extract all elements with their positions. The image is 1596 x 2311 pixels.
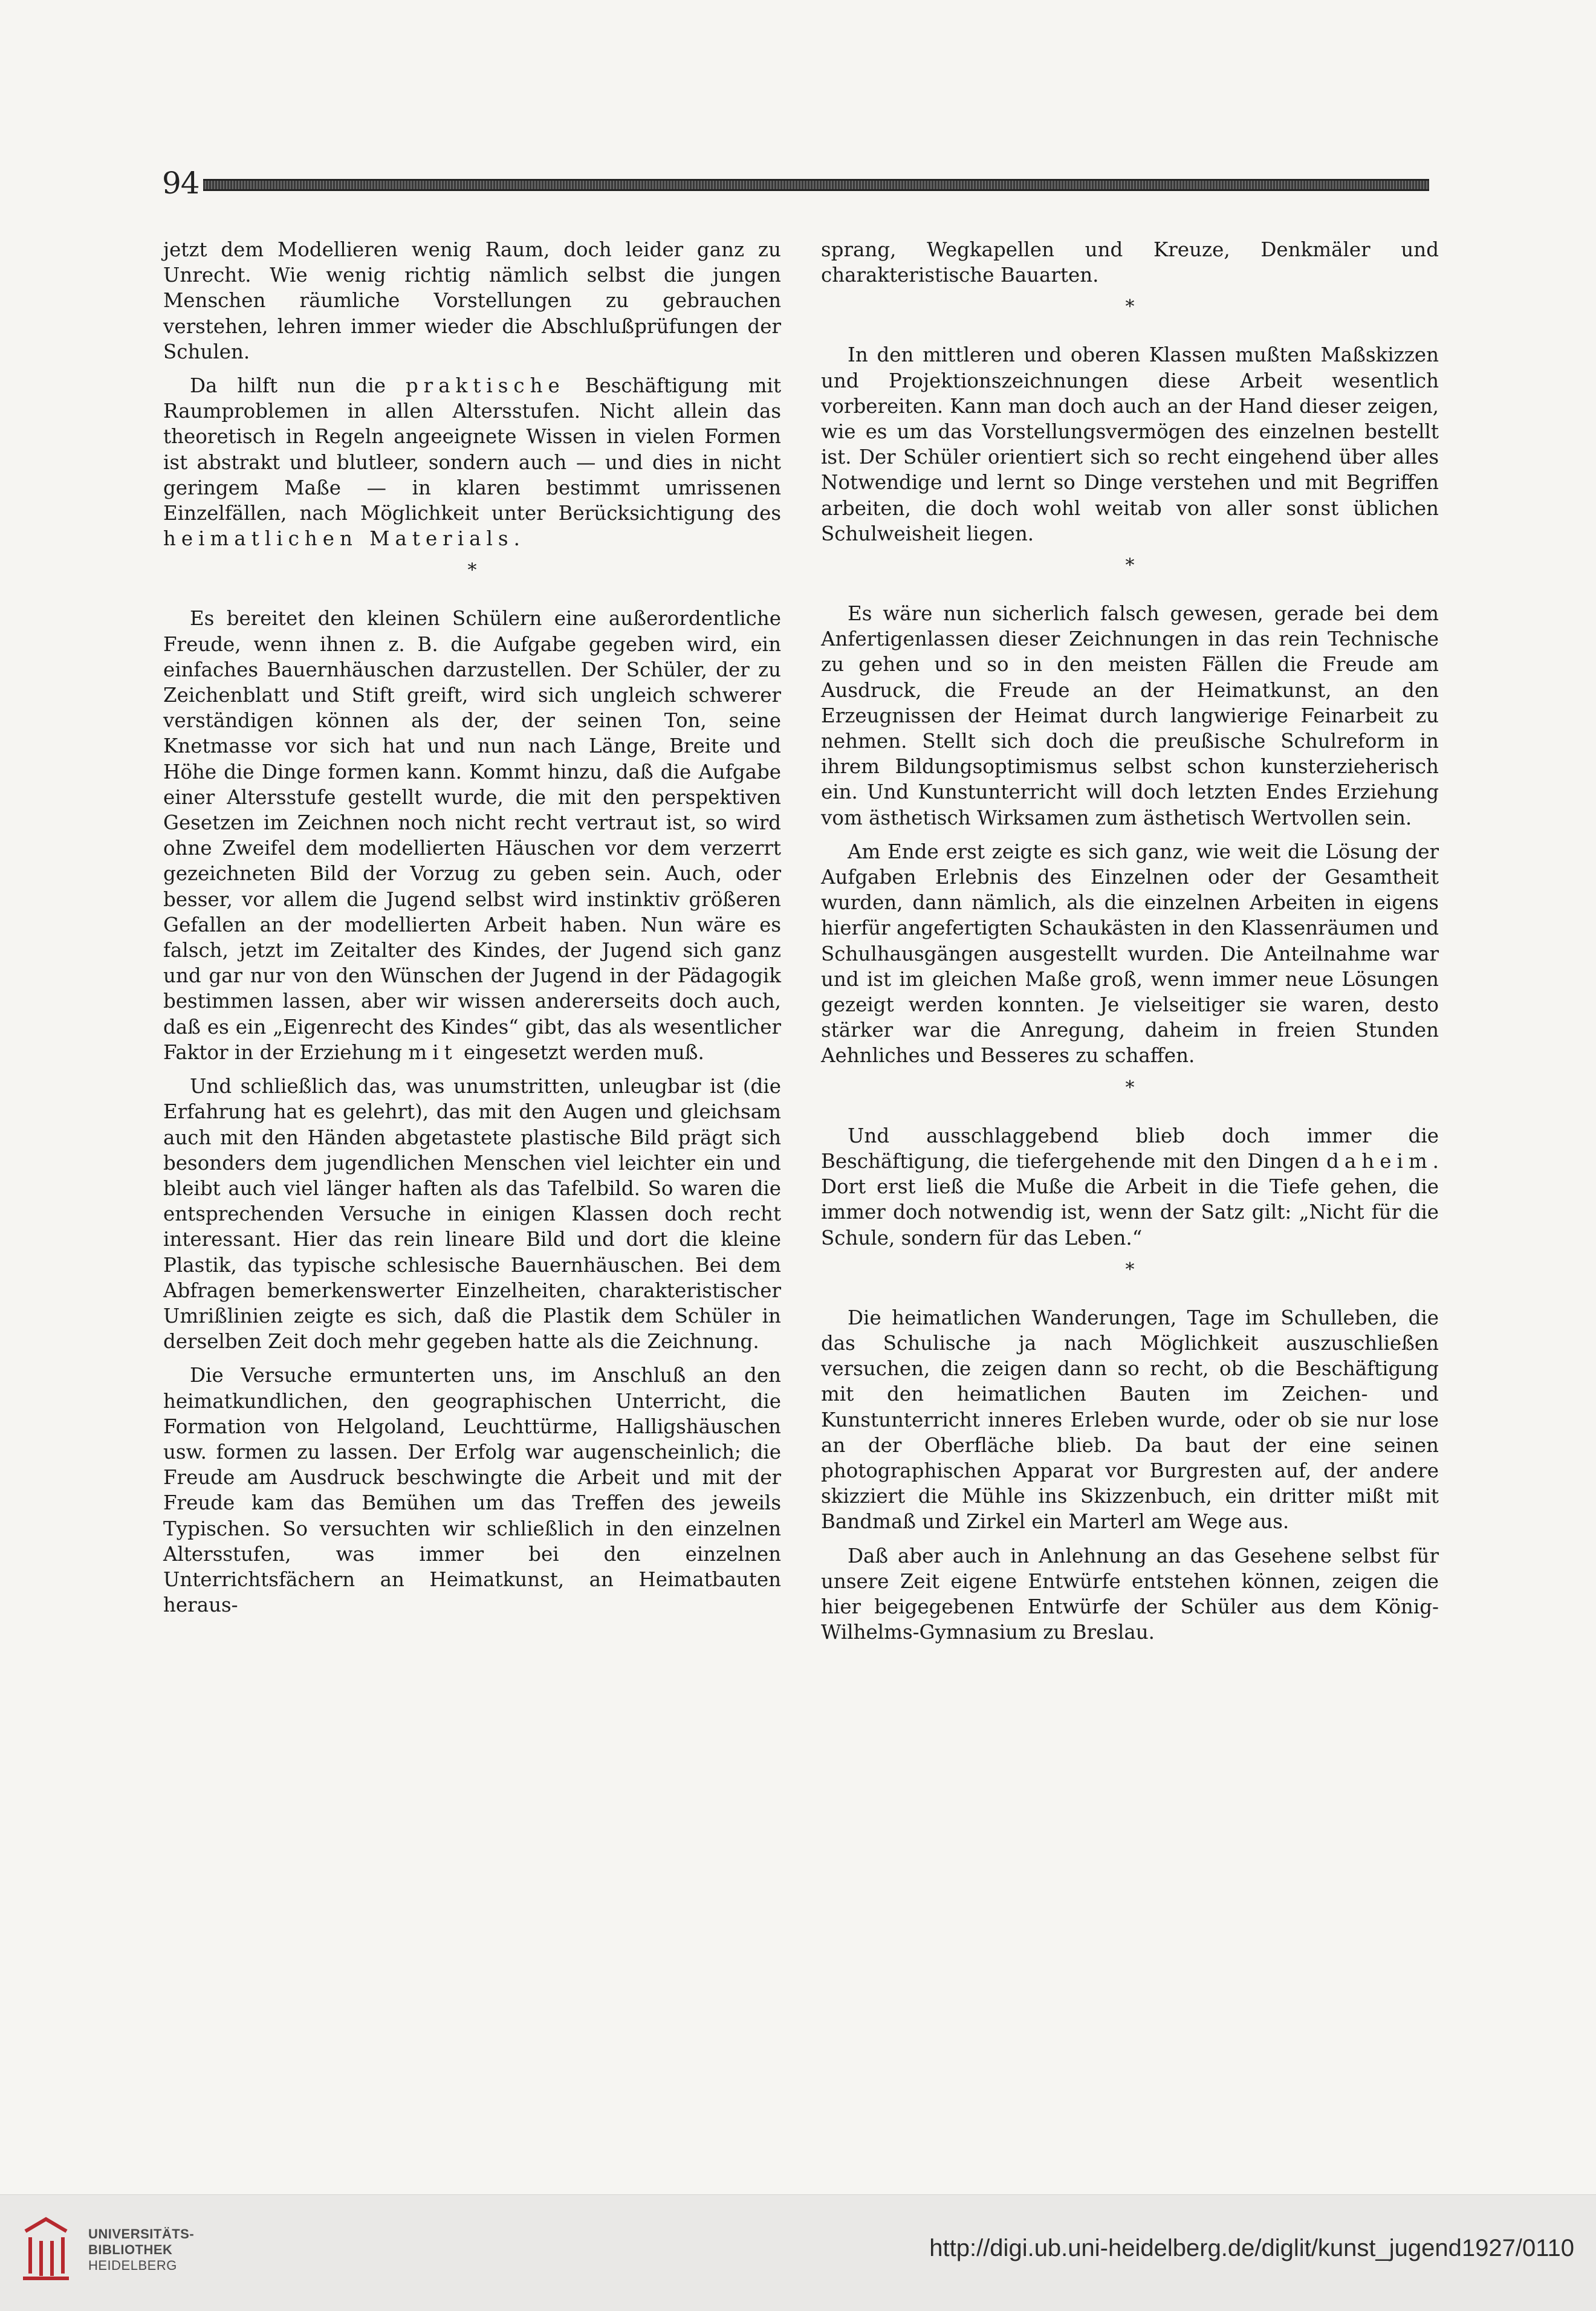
text-run: eingesetzt werden muß.: [457, 1040, 704, 1064]
text-run: .: [513, 527, 520, 551]
viewer-footer: [0, 2194, 1596, 2311]
emphasized-text: heimatlichen Materials: [163, 527, 514, 551]
paragraph: [821, 1123, 1439, 1251]
page-header: [162, 166, 1429, 201]
text-run: Und ausschlaggebend blieb doch immer die Beschäftigung, die tiefergehende mit den Dingen: [821, 1124, 1439, 1173]
text-run: Beschäftigung mit Raumproblemen in allen Altersstufen. Nicht allein das theoretisch in Regeln angeeignete Wissen in vielen Formen ist abstrakt und blutleer, sondern auch — und dies in nicht geringem Maße — in klaren bestimmt umrissenen Einzelfällen, nach Möglichkeit unter Berücksichtigung des: [163, 374, 782, 525]
section-separator: *: [467, 560, 477, 582]
text-run: Es bereitet den kleinen Schülern eine außerordentliche Freude, wenn ihnen z. B. die Aufgabe gegeben wird, ein einfaches Bauernhäuschen darzustellen. Der Schüler, der zu Zeichenblatt und Stift greift, wird sich ungleich schwerer verständigen können als der, der seinen Ton, seine Knetmasse vor sich hat und nun nach Länge, Breite und Höhe die Dinge formen kann. Kommt hinzu, daß die Aufgabe einer Altersstufe gestellt wurde, die mit den perspektiven Gesetzen im Zeichnen noch nicht recht vertraut ist, so wird ohne Zweifel dem modellierten Häuschen vor dem verzerrt gezeichneten Bild der Vorzug zu geben sein. Auch, oder besser, vor allem die Jugend selbst wird instinktiv größeren Gefallen an der modellierten Arbeit haben. Nun wäre es falsch, jetzt im Zeitalter des Kindes, der Jugend sich ganz und gar nur von den Wünschen der Jugend in der Pädagogik bestimmen lassen, aber wir wissen andererseits doch auch, daß es ein „Eigenrecht des Kindes“ gibt, das als wesentlicher Faktor in der Erziehung: [163, 607, 781, 1064]
right-column: [821, 237, 1439, 1653]
paragraph: In den mittleren und oberen Klassen mußten Maßskizzen und Projektionszeichnungen diese Arbeit wesentlich vorbereiten. Kann man doch auch an der Hand dieser zeigen, wie es um das Vorstellungsvermögen des einzelnen bestellt ist. Der Schüler orientiert sich so recht eingehend über alles Notwendige und lernt so Dinge verstehen und mit Begriffen arbeiten, die doch wohl weitab von aller sonst üblichen Schulweisheit liegen.: [821, 343, 1439, 545]
header-rule: [203, 179, 1429, 191]
section-separator: *: [1125, 1259, 1135, 1280]
emphasized-text: mit: [408, 1040, 458, 1064]
text-run: Da hilft nun die: [190, 374, 406, 398]
paragraph: Die heimatlichen Wanderungen, Tage im Schulleben, die das Schulische ja nach Möglichkeit auszuschließen versuchen, die zeigen dann so recht, ob die Beschäftigung mit den heimatlichen Bauten im Zeichen- und Kunstunterricht inneres Erleben wurde, oder ob sie nur lose an der Oberfläche blieb. Da baut der eine seinen photographischen Apparat vor Burgresten auf, der andere skizziert die Mühle ins Skizzenbuch, ein dritter mißt mit Bandmaß und Zirkel ein Marterl am Wege aus.: [821, 1306, 1439, 1534]
paragraph: Daß aber auch in Anlehnung an das Gesehene selbst für unsere Zeit eigene Entwürfe entstehen können, zeigen die hier beigegebenen Entwürfe der Schüler aus dem König-Wilhelms-Gymnasium zu Breslau.: [821, 1544, 1439, 1644]
paragraph: [163, 373, 781, 551]
section-separator: *: [1125, 1077, 1135, 1098]
university-library-logo-icon[interactable]: [17, 2213, 75, 2286]
left-column: [163, 237, 781, 1626]
paragraph: Es wäre nun sicherlich falsch gewesen, gerade bei dem Anfertigenlassen dieser Zeichnungen in das rein Technische zu gehen und so in den meisten Fällen die Freude am Ausdruck, die Freude an der Heimatkunst, an den Erzeugnissen der Heimat durch langwierige Feinarbeit zu nehmen. Stellt sich doch die preußische Schulreform in ihrem Bildungsoptimismus selbst schon kunsterzieherisch ein. Und Kunstunterricht will doch letzten Endes Erziehung vom ästhetisch Wirksamen zum ästhetisch Wertvollen sein.: [821, 602, 1439, 829]
paragraph: jetzt dem Modellieren wenig Raum, doch leider ganz zu Unrecht. Wie wenig richtig nämlich selbst die jungen Menschen räumliche Vorstellungen zu gebrauchen verstehen, lehren immer wieder die Abschlußprüfungen der Schulen.: [163, 238, 781, 363]
emphasized-text: praktische: [405, 374, 565, 398]
library-name: UNIVERSITÄTS- BIBLIOTHEK HEIDELBERG: [88, 2226, 195, 2273]
section-separator: *: [1125, 296, 1135, 318]
paragraph: sprang, Wegkapellen und Kreuze, Denkmäler und charakteristische Bauarten.: [821, 238, 1439, 287]
paragraph: Am Ende erst zeigte es sich ganz, wie weit die Lösung der Aufgaben Erlebnis des Einzelnen oder der Gesamtheit wurden, dann nämlich, als die einzelnen Arbeiten in eigens hierfür angefertigten Schaukästen in den Klassenräumen und Schulhausgängen ausgestellt wurden. Die Anteilnahme war und ist im gleichen Maße groß, wenn immer neue Lösungen gezeigt werden konnten. Je vielseitiger sie waren, desto stärker war die Anregung, daheim in freien Stunden Aehnliches und Besseres zu schaffen.: [821, 840, 1439, 1068]
paragraph: Die Versuche ermunterten uns, im Anschluß an den heimatkundlichen, den geographischen Unterricht, die Formation von Helgoland, Leuchttürme, Halligshäuschen usw. formen zu lassen. Der Erfolg war augenscheinlich; die Freude am Ausdruck beschwingte die Arbeit und mit der Freude kam das Bemühen um das Treffen des jeweils Typischen. So versuchten wir schließlich in den einzelnen Altersstufen, was immer bei den einzelnen Unterrichtsfächern an Heimatkunst, an Heimatbauten heraus-: [163, 1364, 781, 1617]
section-separator: *: [1125, 555, 1135, 577]
paragraph: Und schließlich das, was unumstritten, unleugbar ist (die Erfahrung hat es gelehrt), das mit den Augen und gleichsam auch mit den Händen abgetastete plastische Bild prägt sich besonders dem jugendlichen Menschen viel leichter ein und bleibt auch viel länger haften als das Tafelbild. So waren die entsprechenden Versuche in einigen Klassen doch recht interessant. Hier das rein lineare Bild und dort die kleine Plastik, das typische schlesische Bauernhäuschen. Bei dem Abfragen bemerkenswerter Einzelheiten, charakteristischer Umrißlinien zeigte es sich, daß die Plastik dem Schüler in derselben Zeit doch mehr gegeben hatte als die Zeichnung.: [163, 1075, 781, 1353]
permalink-url[interactable]: http://digi.ub.uni-heidelberg.de/diglit/kunst_jugend1927/0110: [929, 2235, 1574, 2261]
emphasized-text: daheim: [1326, 1149, 1433, 1173]
text-run: . Dort erst ließ die Muße die Arbeit in die Tiefe gehen, die immer doch notwendig ist, wenn der Satz gilt: „Nicht für die Schule, sondern für das Leben.“: [821, 1149, 1439, 1249]
paragraph: [163, 606, 781, 1065]
page-number: 94: [162, 166, 199, 201]
